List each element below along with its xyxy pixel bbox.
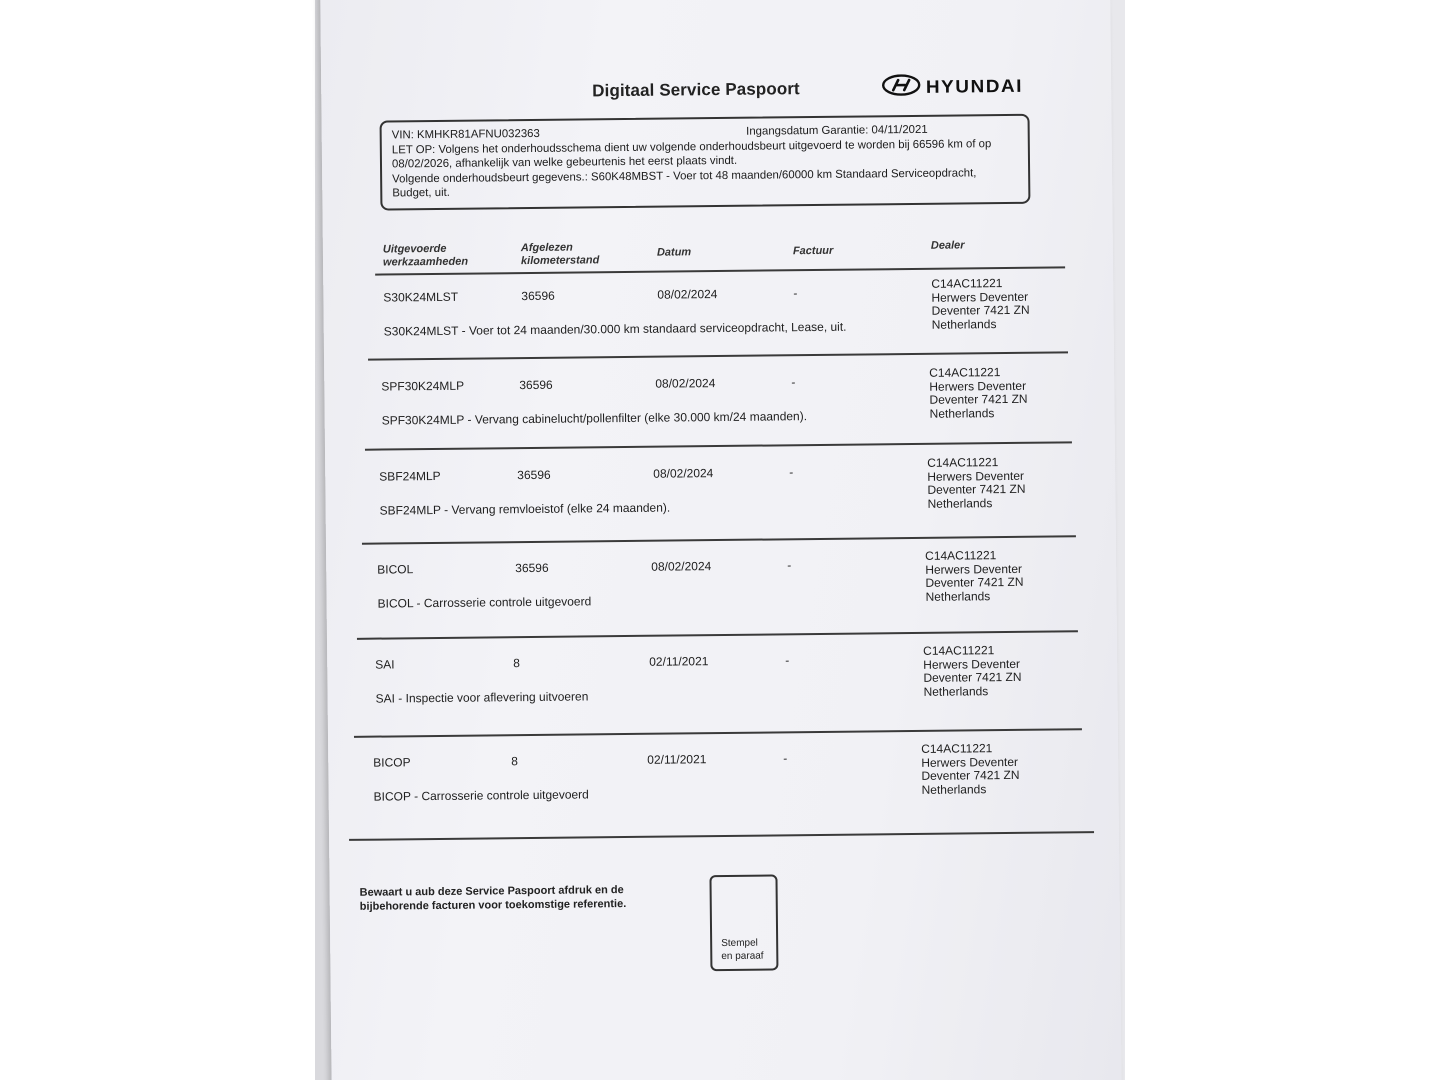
dealer-info xyxy=(921,742,1020,797)
header-divider xyxy=(375,266,1065,275)
row-divider xyxy=(357,630,1078,640)
header-km-line-1: Afgelezen xyxy=(520,241,573,255)
table-row xyxy=(375,276,1075,339)
service-description: SBF24MLP - Vervang remvloeistof (elke 24 maanden). xyxy=(379,500,671,518)
invoice-value: - xyxy=(789,465,794,480)
brand-header xyxy=(881,73,1024,101)
dealer-info xyxy=(931,277,1030,332)
dealer-id-line: C14AC11221 xyxy=(925,548,997,563)
service-code: SBF24MLP xyxy=(379,468,441,484)
dealer-city-line: Deventer 7421 ZN xyxy=(931,302,1030,318)
mileage-value: 36596 xyxy=(517,467,551,483)
dealer-name-line: Herwers Deventer xyxy=(927,468,1025,484)
dealer-info xyxy=(923,644,1022,699)
brand-name: HYUNDAI xyxy=(925,75,1024,97)
dealer-city-line: Deventer 7421 ZN xyxy=(925,574,1024,590)
header-km-line-2: kilometerstand xyxy=(520,254,600,268)
row-divider xyxy=(365,441,1072,450)
dealer-city-line: Deventer 7421 ZN xyxy=(923,669,1022,685)
stamp-box xyxy=(709,874,778,971)
warranty-date-text: Ingangsdatum Garantie: 04/11/2021 xyxy=(746,123,928,138)
table-row xyxy=(371,455,1071,518)
header-work-line-2: werkzaamheden xyxy=(382,255,469,269)
service-date: 02/11/2021 xyxy=(647,752,707,767)
service-description: SPF30K24MLP - Vervang cabinelucht/pollenfilter (elke 30.000 km/24 maanden). xyxy=(381,409,808,428)
dealer-id-line: C14AC11221 xyxy=(921,741,993,756)
dealer-country-line: Netherlands xyxy=(925,588,991,604)
dealer-id-line: C14AC11221 xyxy=(927,455,999,470)
table-row xyxy=(367,643,1067,706)
service-code: S30K24MLST xyxy=(383,289,459,305)
row-divider xyxy=(368,351,1068,360)
table-header xyxy=(375,236,1065,269)
table-row xyxy=(369,548,1069,611)
table-row xyxy=(373,365,1073,428)
dealer-city-line: Deventer 7421 ZN xyxy=(927,481,1026,497)
mileage-value: 36596 xyxy=(519,377,553,393)
footer-note xyxy=(360,883,627,914)
service-code: SPF30K24MLP xyxy=(381,378,465,394)
service-date: 08/02/2024 xyxy=(653,466,714,481)
invoice-value: - xyxy=(783,751,788,766)
mileage-value: 36596 xyxy=(515,560,549,576)
dealer-id-line: C14AC11221 xyxy=(931,276,1003,291)
invoice-value: - xyxy=(791,375,796,390)
service-code: BICOP xyxy=(373,755,411,770)
service-code: SAI xyxy=(375,657,395,672)
mileage-value: 8 xyxy=(511,754,519,769)
header-invoice: Factuur xyxy=(792,244,834,258)
header-work-line-1: Uitgevoerde xyxy=(382,242,447,256)
document-title: Digitaal Service Paspoort xyxy=(592,79,800,101)
service-passport-sheet xyxy=(320,0,1122,1080)
invoice-value: - xyxy=(785,653,790,668)
dealer-city-line: Deventer 7421 ZN xyxy=(929,391,1028,407)
service-date: 02/11/2021 xyxy=(649,654,709,669)
notice-line-2: 08/02/2026, afhankelijk van welke gebeurtenis het eerst plaats vindt. xyxy=(391,154,738,171)
dealer-country-line: Netherlands xyxy=(921,781,987,797)
header-km xyxy=(521,241,600,268)
next-service-line-2: Budget, uit. xyxy=(392,186,451,200)
dealer-name-line: Herwers Deventer xyxy=(925,561,1023,577)
stamp-label xyxy=(721,937,764,963)
mileage-value: 8 xyxy=(513,656,520,671)
header-work xyxy=(383,243,468,270)
service-date: 08/02/2024 xyxy=(655,376,716,391)
dealer-id-line: C14AC11221 xyxy=(923,643,995,658)
dealer-name-line: Herwers Deventer xyxy=(921,754,1019,770)
row-divider xyxy=(354,728,1082,738)
dealer-id-line: C14AC11221 xyxy=(929,365,1001,380)
dealer-name-line: Herwers Deventer xyxy=(931,289,1029,305)
footer-note-line-2: bijbehorende facturen voor toekomstige referentie. xyxy=(359,898,627,913)
service-description: SAI - Inspectie voor aflevering uitvoeren xyxy=(375,689,589,706)
next-service-line-1: Volgende onderhoudsbeurt gegevens.: S60K48MBST - Voer tot 48 maanden/60000 km Standaard Serviceopdracht, xyxy=(392,166,977,185)
mileage-value: 36596 xyxy=(521,288,555,304)
dealer-info xyxy=(927,456,1026,511)
dealer-info xyxy=(925,549,1024,604)
dealer-city-line: Deventer 7421 ZN xyxy=(921,767,1020,783)
service-code: BICOL xyxy=(377,562,414,577)
dealer-country-line: Netherlands xyxy=(929,405,995,421)
invoice-value: - xyxy=(793,286,798,301)
dealer-country-line: Netherlands xyxy=(927,495,993,511)
dealer-country-line: Netherlands xyxy=(931,316,997,332)
service-date: 08/02/2024 xyxy=(657,287,718,302)
notice-line-1: LET OP: Volgens het onderhoudsschema dient uw volgende onderhoudsbeurt uitgevoerd te worden bij 66596 km of op xyxy=(391,137,992,156)
stamp-label-line-2: en paraaf xyxy=(721,950,764,963)
header-dealer: Dealer xyxy=(930,239,965,252)
table-row xyxy=(365,741,1065,804)
stamp-label-line-1: Stempel xyxy=(721,937,758,950)
table-bottom-divider xyxy=(349,831,1094,841)
dealer-name-line: Herwers Deventer xyxy=(923,656,1021,672)
dealer-name-line: Herwers Deventer xyxy=(929,378,1027,394)
service-description: BICOP - Carrosserie controle uitgevoerd xyxy=(373,787,589,804)
dealer-country-line: Netherlands xyxy=(923,683,989,699)
hyundai-logo-icon xyxy=(881,74,921,101)
service-date: 08/02/2024 xyxy=(651,559,712,574)
warranty-info-box xyxy=(380,114,1031,211)
service-description: S30K24MLST - Voer tot 24 maanden/30.000 km standaard serviceopdracht, Lease, uit. xyxy=(383,319,847,339)
invoice-value: - xyxy=(787,558,792,573)
dealer-info xyxy=(929,366,1028,421)
footer-note-line-1: Bewaart u aub deze Service Paspoort afdruk en de xyxy=(359,884,624,899)
row-divider xyxy=(362,535,1076,544)
vin-text: VIN: KMHKR81AFNU032363 xyxy=(391,127,540,142)
service-description: BICOL - Carrosserie controle uitgevoerd xyxy=(377,594,592,611)
header-date: Datum xyxy=(656,246,692,259)
